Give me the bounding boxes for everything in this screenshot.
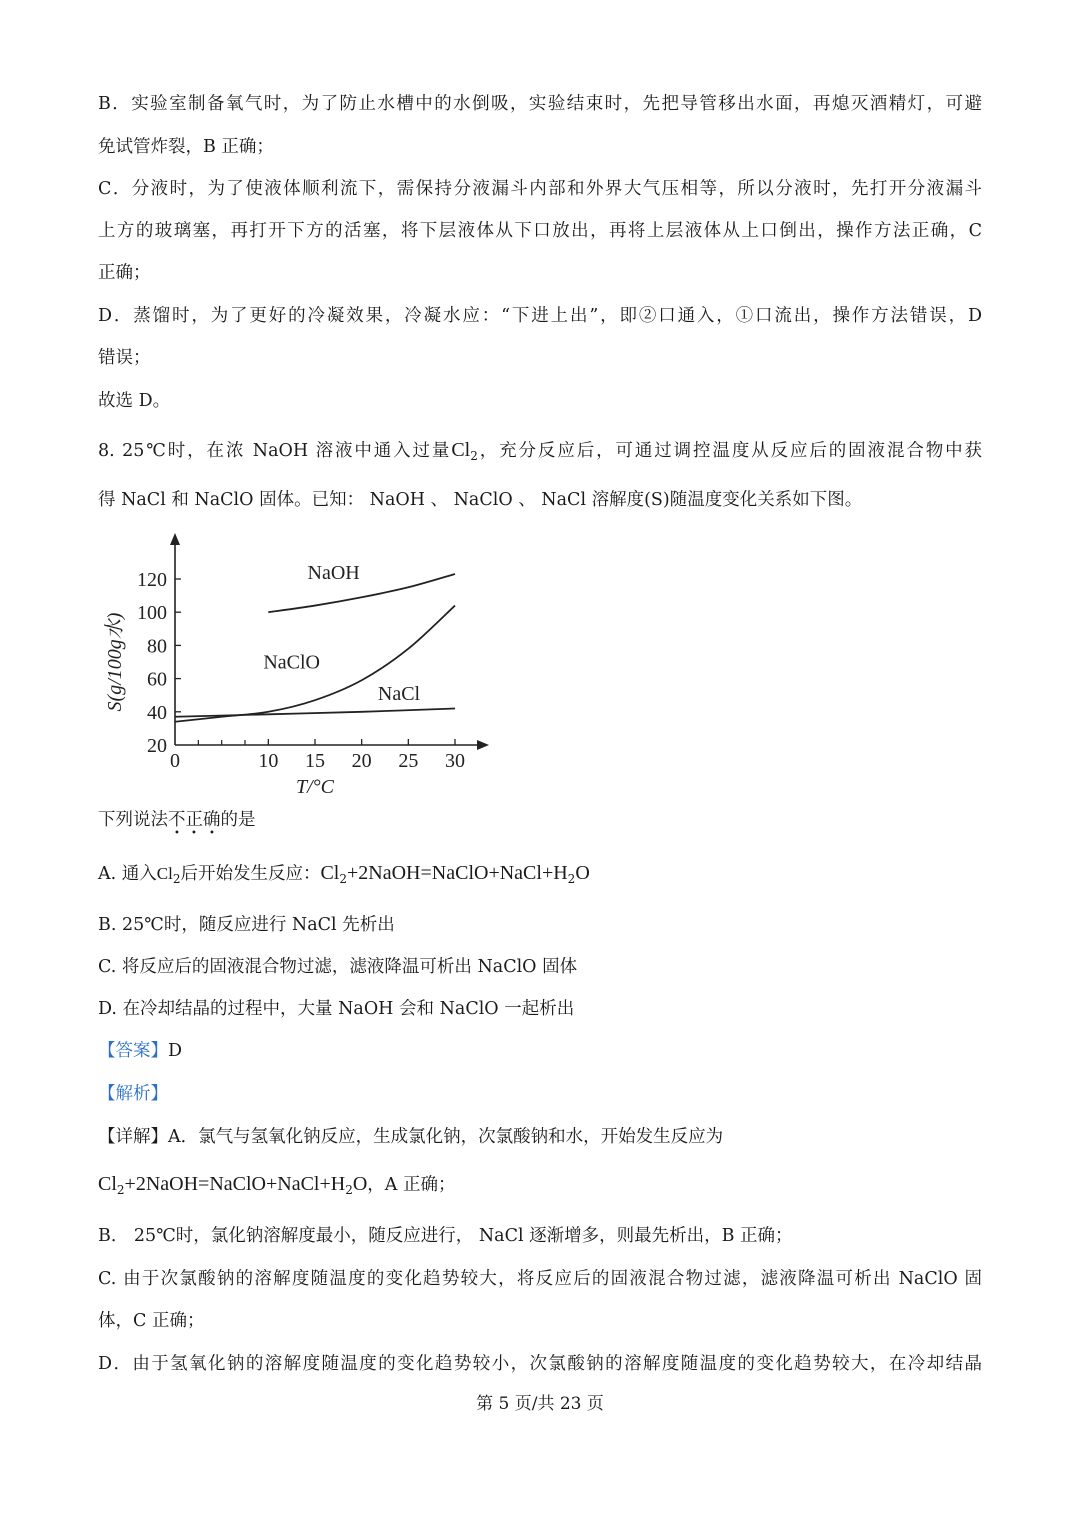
detail-f2-sub: 2	[345, 1183, 353, 1197]
conclusion: 故选 D。	[98, 391, 171, 411]
opt-a-cl: Cl	[156, 864, 173, 883]
q-text-a: 8. 25℃时，在浓 NaOH 溶液中通入过量	[98, 441, 452, 461]
y-tick-label: 80	[147, 635, 167, 658]
y-tick-label: 20	[147, 735, 167, 757]
detail-f3: O	[352, 1173, 368, 1195]
opt-a-text: A. 通入	[98, 864, 157, 884]
series-line-nacl	[175, 708, 455, 716]
series-label-naclo: NaClO	[263, 651, 321, 674]
series-line-naoh	[268, 574, 455, 612]
prompt-emphasis	[168, 810, 221, 839]
detail-line5: 体，C 正确；	[98, 1311, 205, 1331]
page-footer: 第 5 页/共 23 页	[476, 1394, 604, 1414]
opt-a-f1-sub: 2	[339, 872, 348, 886]
question-8-line2: 得 NaCl 和 NaClO 固体。已知： NaOH 、 NaClO 、 NaCl 溶解度(S)随温度变化关系如下图。	[98, 490, 863, 510]
opt-a-f1: Cl	[320, 862, 340, 884]
x-tick-label: 0	[170, 750, 180, 772]
detail-line2	[98, 1172, 456, 1202]
x-tick-label: 25	[398, 750, 419, 772]
y-tick-label: 60	[147, 668, 167, 691]
detail-line4: C. 由于次氯酸钠的溶解度随温度的变化趋势较大，将反应后的固液混合物过滤，滤液降温可析出 NaClO 固	[98, 1269, 982, 1289]
x-axis-arrow	[477, 740, 489, 750]
question-prompt	[98, 808, 256, 839]
detail-f1-sub: 2	[116, 1183, 125, 1197]
answer-label: 【答案】	[98, 1041, 168, 1061]
x-tick-label: 10	[258, 750, 279, 772]
opt-a-text-b: 后开始发生反应：	[180, 864, 321, 884]
y-axis-label: S(g/100g水)	[104, 612, 126, 712]
analysis-d-line2: 错误；	[98, 348, 151, 368]
detail-line6: D．由于氢氧化钠的溶解度随温度的变化趋势较小，次氯酸钠的溶解度随温度的变化趋势较大，在冷却结晶	[98, 1354, 982, 1374]
y-tick-label: 120	[137, 569, 167, 591]
analysis-c-line2: 上方的玻璃塞，再打开下方的活塞，将下层液体从下口放出，再将上层液体从上口倒出，操作方法正确，C	[98, 221, 982, 241]
y-tick-label: 100	[137, 602, 167, 625]
analysis-label: 【解析】	[98, 1084, 168, 1104]
detail-line1: 【详解】A．氯气与氢氧化钠反应，生成氯化钠，次氯酸钠和水，开始发生反应为	[98, 1127, 724, 1147]
question-8-line1	[98, 438, 982, 468]
detail-f1: Cl	[98, 1173, 117, 1195]
emphasis-dot-1: •	[174, 828, 180, 839]
series-label-naoh: NaOH	[307, 562, 360, 584]
answer-line	[98, 1039, 182, 1063]
x-tick-label: 15	[305, 750, 325, 772]
detail-f2: +2NaOH=NaClO+NaCl+H	[124, 1173, 346, 1195]
x-axis-label: T/°C	[295, 776, 335, 798]
prompt-emphasis-text: 不正确	[168, 810, 221, 830]
series-label-nacl: NaCl	[377, 683, 421, 706]
opt-a-f2-sub: 2	[567, 872, 576, 886]
chart-layer	[104, 533, 489, 798]
y-axis-arrow	[170, 533, 180, 545]
analysis-c-line1: C．分液时，为了使液体顺利流下，需保持分液漏斗内部和外界大气压相等，所以分液时，先打开分液漏斗	[98, 179, 982, 199]
y-tick-label: 40	[147, 701, 167, 724]
analysis-b-line2: 免试管炸裂，B 正确；	[98, 137, 274, 157]
q-cl-sub: 2	[470, 449, 478, 463]
opt-a-f2: +2NaOH=NaClO+NaCl+H	[347, 862, 568, 884]
detail-line3: B． 25℃时，氯化钠溶解度最小，随反应进行， NaCl 逐渐增多，则最先析出，B 正确；	[98, 1226, 793, 1246]
detail-tail: ，A 正确；	[367, 1175, 456, 1195]
opt-a-cl-sub: 2	[172, 872, 181, 886]
x-tick-label: 20	[351, 750, 372, 772]
solubility-chart	[95, 525, 495, 805]
analysis-b-line1: B．实验室制备氧气时，为了防止水槽中的水倒吸，实验结束时，先把导管移出水面，再熄灭酒精灯，可避	[98, 94, 982, 114]
option-d: D. 在冷却结晶的过程中，大量 NaOH 会和 NaClO 一起析出	[98, 999, 575, 1019]
emphasis-dot-2: •	[191, 828, 197, 839]
analysis-c-line3: 正确；	[98, 263, 151, 283]
q-cl: Cl	[451, 439, 471, 461]
x-tick-label: 30	[445, 750, 465, 772]
opt-a-f3: O	[575, 862, 590, 884]
option-b: B. 25℃时，随反应进行 NaCl 先析出	[98, 915, 395, 935]
answer-value: D	[168, 1041, 183, 1061]
option-a	[98, 861, 590, 891]
prompt-b: 的是	[220, 810, 256, 830]
emphasis-dot-3: •	[209, 828, 215, 839]
analysis-d-line1: D．蒸馏时，为了更好的冷凝效果，冷凝水应：“下进上出”，即②口通入，①口流出，操作方法错误，D	[98, 306, 982, 326]
prompt-a: 下列说法	[98, 810, 168, 830]
option-c: C. 将反应后的固液混合物过滤，滤液降温可析出 NaClO 固体	[98, 957, 578, 977]
q-text-b: ，充分反应后，可通过调控温度从反应后的固液混合物中获	[477, 441, 983, 461]
